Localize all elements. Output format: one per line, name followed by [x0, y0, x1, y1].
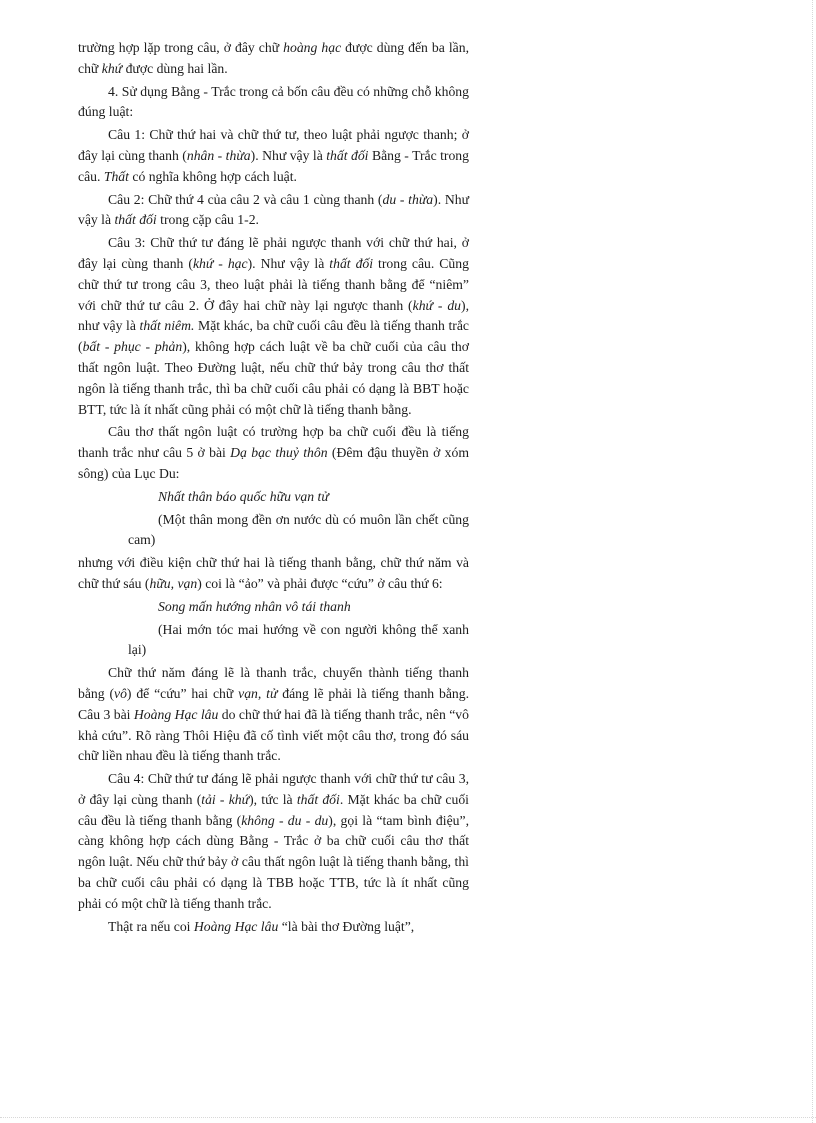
italic-term: thất đối — [326, 147, 369, 163]
text-run: được dùng đến ba lần, chữ — [78, 40, 470, 76]
paragraph-p2 — [78, 82, 469, 124]
italic-term: hoàng hạc — [283, 40, 342, 55]
italic-term: vạn, tử — [238, 685, 278, 701]
text-run: trong cặp câu 1-2. — [156, 212, 259, 228]
text-run: 4. Sử dụng Bằng - Trắc trong cả bốn câu đều có những chỗ không đúng luật: — [78, 83, 469, 120]
paragraph-p5 — [78, 233, 469, 420]
italic-term: thất niêm. — [139, 318, 195, 334]
paragraph-p9 — [78, 553, 469, 595]
text-run: trong câu. Cũng chữ thứ tư trong câu 3, theo luật phải là tiếng thanh bằng để “niêm” với chữ thứ tư câu 2. Ở đây hai chữ này lại ngược thanh ( — [78, 255, 469, 313]
text-run: có nghĩa không hợp cách luật. — [128, 168, 297, 184]
text-run: Chữ thứ năm đáng lẽ là thanh trắc, chuyển thành tiếng thanh bằng ( — [78, 665, 469, 701]
italic-term: khứ — [101, 60, 123, 76]
italic-term: Hoàng Hạc lâu — [133, 706, 219, 722]
text-run: ). Như vậy là — [250, 147, 327, 163]
paragraph-p12 — [78, 663, 469, 767]
text-column — [78, 38, 469, 939]
text-run: “là bài thơ Đường luật”, — [278, 918, 415, 934]
text-run: Câu thơ thất ngôn luật có trường hợp ba chữ cuối đều là tiếng thanh trắc như câu 5 ở bài — [78, 424, 469, 461]
paragraph-p4 — [78, 190, 469, 232]
italic-term: tải - khứ — [201, 791, 250, 807]
text-run: ), như vậy là — [78, 297, 469, 334]
text-run: Câu 4: Chữ thứ tư đáng lẽ phải ngược thanh với chữ thứ tư câu 3, ở đây lại cùng thanh ( — [78, 771, 469, 807]
text-run: ) coi là “ảo” và phải được “cứu” ở câu thứ 6: — [197, 575, 443, 591]
paragraph-p14 — [78, 917, 469, 938]
italic-term: Nhất thân báo quốc hữu vạn tử — [158, 488, 329, 504]
italic-term: thất đối — [329, 255, 374, 271]
italic-term: nhân - thừa — [186, 147, 251, 163]
paragraph-p10 — [78, 597, 469, 618]
italic-term: khứ - hạc — [192, 255, 248, 271]
paragraph-p7 — [78, 487, 469, 508]
italic-term: hữu, vạn — [149, 575, 198, 591]
text-run: (Đêm đậu thuyền ở xóm sông) của Lục Du: — [78, 445, 469, 481]
text-run: Thật ra nếu coi — [108, 918, 194, 934]
italic-term: Song mấn hướng nhân vô tái thanh — [158, 598, 351, 614]
italic-term: thất đối — [114, 212, 157, 228]
text-run: Mặt khác, ba chữ cuối câu đều là tiếng thanh trắc ( — [78, 318, 470, 355]
italic-term: bất - phục - phản — [82, 339, 183, 355]
paragraph-p6 — [78, 422, 469, 484]
italic-term: Thất — [103, 168, 129, 184]
text-run: Câu 2: Chữ thứ 4 của câu 2 và câu 1 cùng thanh ( — [108, 191, 383, 207]
text-run: đáng lẽ phải là tiếng thanh bằng. Câu 3 bài — [78, 685, 469, 722]
paragraph-p11 — [78, 620, 469, 662]
text-run: ). Như vậy là — [247, 255, 330, 271]
text-run: ), tức là — [249, 791, 297, 807]
text-run: do chữ thứ hai đã là tiếng thanh trắc, nên “vô khả cứu”. Rõ ràng Thôi Hiệu đã cố tình viết một câu thơ, trong đó sáu chữ liền nhau đều là tiếng thanh trắc. — [78, 706, 469, 764]
italic-term: vô — [114, 685, 127, 701]
text-run: Câu 1: Chữ thứ hai và chữ thứ tư, theo luật phải ngược thanh; ở đây lại cùng thanh ( — [78, 127, 469, 163]
italic-term: Hoàng Hạc lâu — [193, 918, 279, 934]
italic-term: thất đối — [296, 791, 340, 807]
paragraph-p13 — [78, 769, 469, 915]
text-run: được dùng hai lần. — [122, 60, 228, 76]
text-run: nhưng với điều kiện chữ thứ hai là tiếng thanh bằng, chữ thứ năm và chữ thứ sáu ( — [78, 555, 469, 591]
text-run: . Mặt khác ba chữ cuối câu đều là tiếng thanh bằng ( — [78, 791, 469, 828]
text-run: ). Như vậy là — [78, 191, 469, 228]
italic-term: khứ - du — [412, 297, 462, 313]
italic-term: du - thừa — [382, 191, 434, 207]
text-run: Câu 3: Chữ thứ tư đáng lẽ phải ngược thanh với chữ thứ hai, ở đây lại cùng thanh ( — [78, 235, 469, 271]
text-run: ), không hợp cách luật về ba chữ cuối của câu thơ thất ngôn luật. Theo Đường luật, nếu chữ thứ bảy trong câu thơ thất ngôn là tiếng thanh trắc, thì ba chữ cuối câu phải có dạng là BBT hoặc BTT, tức là ít nhất cũng phải có một chữ là tiếng thanh bằng. — [78, 339, 469, 417]
text-run: (Hai mớn tóc mai hướng về con người không thể xanh lại) — [128, 621, 469, 658]
text-run: Bằng - Trắc trong câu. — [78, 147, 469, 184]
italic-term: Dạ bạc thuỷ thôn — [230, 445, 328, 461]
bottom-dotted-border — [0, 1117, 816, 1118]
paragraph-p3 — [78, 125, 469, 187]
text-run: trường hợp lặp trong câu, ở đây chữ — [78, 40, 284, 55]
text-run: ) để “cứu” hai chữ — [126, 685, 239, 701]
text-run: ), gọi là “tam bình điệu”, càng không hợp cách dùng Bằng - Trắc ở ba chữ cuối câu thơ thất ngôn luật. Nếu chữ thứ bảy ở câu thất ngôn luật là tiếng thanh bằng, thì ba chữ cuối câu phải có dạng là TBB hoặc TTB, tức là ít nhất cũng phải có một chữ là tiếng thanh trắc. — [78, 812, 469, 911]
right-dotted-border — [812, 0, 813, 1123]
paragraph-p1 — [78, 38, 469, 80]
italic-term: không - du - du — [241, 812, 329, 828]
paragraph-p8 — [78, 510, 469, 552]
text-run: (Một thân mong đền ơn nước dù có muôn lần chết cũng cam) — [128, 511, 469, 548]
